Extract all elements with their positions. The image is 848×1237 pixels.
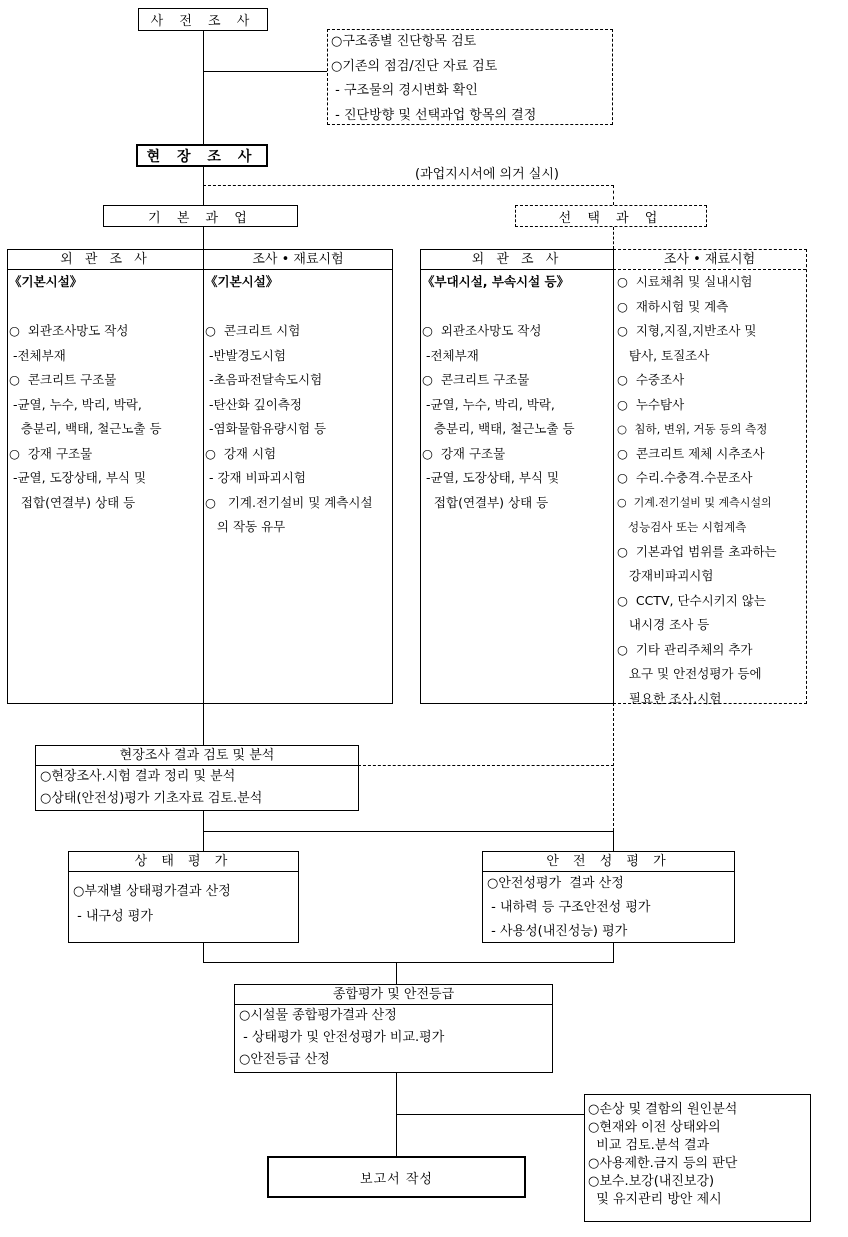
- safety-eval-line: - 사용성(내진성능) 평가: [487, 924, 628, 939]
- optional-task-box: [515, 205, 707, 227]
- connector-merge-condition: [203, 831, 204, 851]
- basic-visual-column: [8, 250, 204, 703]
- connector-safety-down: [613, 942, 614, 962]
- review-body: [36, 766, 358, 810]
- safety-eval-line: ○안전성평가 결과 산정: [487, 876, 624, 891]
- condition-eval-line: - 내구성 평가: [73, 908, 153, 924]
- column-line: ○ 콘크리트 제체 시추조사: [617, 445, 765, 461]
- safety-eval-title: 안 전 성 평 가: [483, 852, 734, 872]
- condition-eval-body: [69, 872, 298, 929]
- column-line: -균열, 도장상태, 부식 및: [9, 470, 147, 485]
- column-line: ○ 강재 구조물: [422, 445, 506, 461]
- column-line: 성능검사 또는 시험계측: [617, 520, 747, 534]
- review-line: ○현장조사.시험 결과 정리 및 분석: [40, 769, 236, 784]
- column-line: ○ 재하시험 및 계측: [617, 298, 729, 314]
- report-notes: [584, 1094, 811, 1222]
- review-title: 현장조사 결과 검토 및 분석: [36, 746, 358, 766]
- report-note: 비교 검토.분석 결과: [588, 1138, 710, 1153]
- overall-eval-body: [235, 1005, 552, 1071]
- column-line: ○ 누수탐사: [617, 396, 685, 412]
- report-note: ○손상 및 결함의 원인분석: [588, 1102, 738, 1117]
- column-line: 의 작동 유무: [205, 519, 286, 534]
- column-line: ○ 콘크리트 구조물: [422, 372, 530, 387]
- column-line: -균열, 누수, 박리, 박락,: [422, 396, 555, 412]
- review-line: ○상태(안전성)평가 기초자료 검토.분석: [40, 791, 263, 806]
- column-line: ○ 외관조사망도 작성: [422, 323, 542, 338]
- pre-survey-note: - 구조물의 경시변화 확인: [331, 83, 478, 98]
- condition-eval-line: ○부재별 상태평가결과 산정: [73, 884, 231, 899]
- connector-spine-top: [203, 31, 204, 144]
- connector-optional-down: [613, 185, 614, 205]
- connector-optional-table: [613, 227, 614, 249]
- column-line: -반발경도시험: [205, 347, 286, 363]
- column-line: ○ 수리.수충격.수문조사: [617, 470, 753, 485]
- column-line: 층분리, 백태, 철근노출 등: [422, 421, 575, 436]
- column-line: [9, 295, 203, 320]
- connector-basic-table: [203, 227, 204, 249]
- optional-test-header: 조사 • 재료시험: [613, 250, 806, 270]
- column-line: -탄산화 깊이측정: [205, 396, 302, 412]
- report-note: 및 유지관리 방안 제시: [588, 1192, 722, 1207]
- column-line: ○ 기계.전기설비 및 계측시설의: [617, 495, 772, 509]
- column-line: 층분리, 백태, 철근노출 등: [9, 421, 162, 436]
- basic-task-title: 기 본 과 업: [148, 210, 253, 226]
- column-line: 접합(연결부) 상태 등: [9, 494, 136, 510]
- basic-test-body: [204, 270, 392, 540]
- column-line: ○ 콘크리트 시험: [205, 323, 301, 338]
- optional-test-column: [613, 249, 807, 704]
- connector-report-notes: [396, 1114, 584, 1115]
- optional-visual-column: [420, 249, 614, 704]
- overall-eval-title: 종합평가 및 안전등급: [235, 985, 552, 1005]
- column-line: -염화물함유량시험 등: [205, 421, 327, 436]
- safety-eval-box: [482, 851, 735, 943]
- condition-eval-title: 상 태 평 가: [69, 852, 298, 872]
- condition-eval-box: [68, 851, 299, 943]
- pre-survey-note: - 진단방향 및 선택과업 항목의 결정: [331, 107, 537, 123]
- column-line: 요구 및 안전성평가 등에: [617, 666, 762, 681]
- optional-task-title: 선 택 과 업: [558, 210, 664, 226]
- connector-eval-overall: [396, 962, 397, 984]
- optional-visual-header: 외 관 조 사: [421, 250, 613, 270]
- connector-table-review: [203, 703, 204, 745]
- basic-visual-body: [8, 270, 203, 515]
- column-line: ○ 시료채취 및 실내시험: [617, 274, 753, 289]
- report-note: ○보수.보강(내진보강): [588, 1174, 715, 1189]
- field-survey-box: [136, 144, 268, 167]
- overall-eval-line: ○안전등급 산정: [239, 1052, 330, 1067]
- connector-condition-down: [203, 942, 204, 962]
- basic-task-table: [7, 249, 393, 704]
- column-line: 《부대시설, 부속시설 등》: [422, 274, 570, 289]
- report-note: ○사용제한.금지 등의 판단: [588, 1156, 738, 1171]
- column-line: 접합(연결부) 상태 등: [422, 494, 549, 510]
- column-line: 강재비파괴시험: [617, 568, 714, 583]
- column-line: ○ 기계.전기설비 및 계측시설: [205, 494, 373, 510]
- basic-visual-header: 외 관 조 사: [8, 250, 203, 270]
- connector-review-dashed: [358, 765, 614, 766]
- optional-visual-body: [421, 270, 613, 515]
- pre-survey-box: [138, 8, 268, 31]
- column-line: ○ 콘크리트 구조물: [9, 372, 117, 387]
- column-line: ○ 강재 시험: [205, 445, 277, 461]
- pre-survey-note: ○구조종별 진단항목 검토: [331, 34, 477, 49]
- column-line: - 강재 비파괴시험: [205, 470, 306, 485]
- connector-review-merge: [203, 810, 204, 831]
- column-line: ○ CCTV, 단수시키지 않는: [617, 592, 766, 608]
- column-line: ○ 기본과업 범위를 초과하는: [617, 543, 777, 559]
- optional-basis-note: (과업지시서에 의거 실시): [415, 167, 559, 182]
- overall-eval-line: - 상태평가 및 안전성평가 비교.평가: [239, 1030, 445, 1045]
- field-survey-title: 현 장 조 사: [146, 148, 258, 165]
- column-line: -전체부재: [422, 347, 479, 363]
- column-line: ○ 강재 구조물: [9, 445, 93, 461]
- connector-merge-safety: [613, 831, 614, 851]
- connector-eval-join: [203, 962, 614, 963]
- overall-eval-line: ○시설물 종합평가결과 산정: [239, 1008, 397, 1023]
- column-line: ○ 외관조사망도 작성: [9, 323, 129, 338]
- column-line: -균열, 누수, 박리, 박락,: [9, 396, 142, 412]
- connector-optional-horizontal: [203, 185, 614, 186]
- connector-optional-table-review: [613, 703, 614, 831]
- report-box: [267, 1156, 526, 1198]
- column-line: -전체부재: [9, 347, 66, 363]
- pre-survey-title: 사 전 조 사: [150, 14, 256, 29]
- connector-pre-notes: [203, 71, 327, 72]
- column-line: ○ 수중조사: [617, 372, 685, 387]
- optional-test-body: [613, 270, 806, 711]
- pre-survey-notes: [327, 29, 613, 125]
- column-line: -균열, 도장상태, 부식 및: [422, 470, 560, 485]
- optional-task-table: [420, 249, 807, 704]
- column-line: ○ 지형,지질,지반조사 및: [617, 323, 757, 338]
- safety-eval-body: [483, 872, 734, 944]
- connector-merge-horizontal: [203, 831, 614, 832]
- column-line: [205, 295, 392, 320]
- basic-task-box: [103, 205, 298, 227]
- overall-eval-box: [234, 984, 553, 1073]
- basic-test-column: [204, 250, 392, 703]
- column-line: ○ 침하, 변위, 거동 등의 측정: [617, 422, 768, 436]
- column-line: 탐사, 토질조사: [617, 347, 710, 363]
- column-line: 《기본시설》: [205, 274, 279, 289]
- basic-test-header: 조사 • 재료시험: [204, 250, 392, 270]
- column-line: 《기본시설》: [9, 274, 83, 289]
- column-line: -초음파전달속도시험: [205, 372, 323, 387]
- column-line: 내시경 조사 등: [617, 617, 710, 632]
- review-box: [35, 745, 359, 811]
- pre-survey-note: ○기존의 점검/진단 자료 검토: [331, 58, 498, 74]
- column-line: ○ 기타 관리주체의 추가: [617, 641, 753, 657]
- report-title: 보고서 작성: [360, 1171, 433, 1187]
- column-line: 필요한 조사.시험: [617, 690, 722, 706]
- safety-eval-line: - 내하력 등 구조안전성 평가: [487, 900, 651, 915]
- column-line: [422, 295, 613, 320]
- report-note: ○현재와 이전 상태와의: [588, 1120, 721, 1135]
